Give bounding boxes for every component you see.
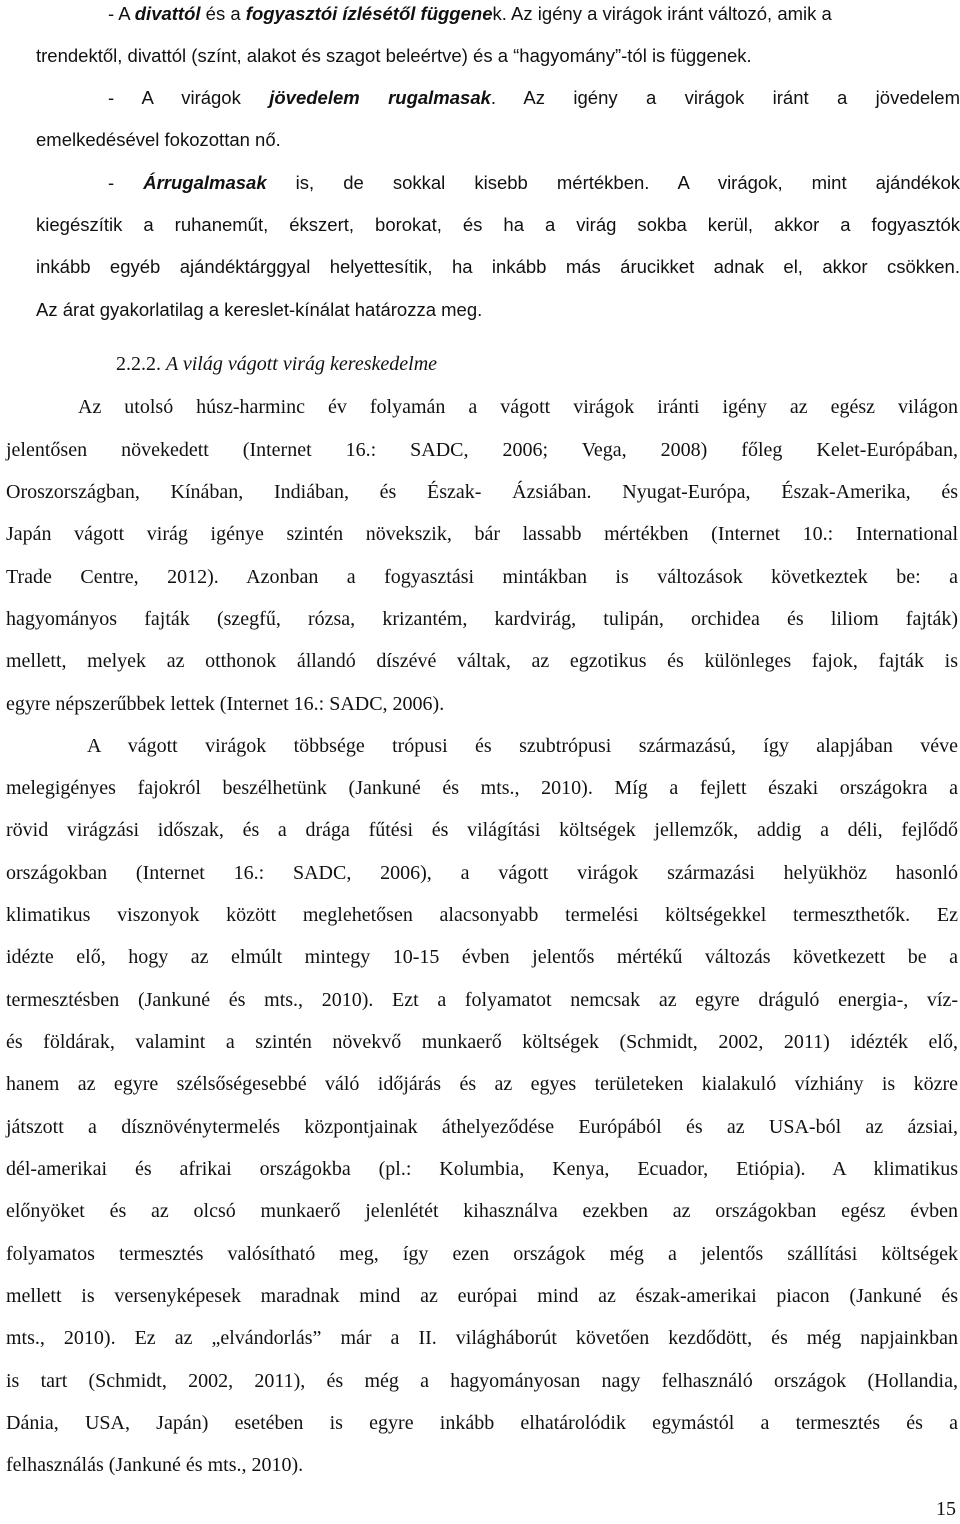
para2-line: mts., 2010). Ez az „elvándorlás” már a II. világháborút követően kezdődött, és még napjainkban — [6, 1327, 958, 1349]
section-number: 2.2.2. — [116, 353, 161, 375]
para1-line: mellett, melyek az otthonok állandó díszévé váltak, az egzotikus és különleges fajok, fajták is — [6, 650, 958, 672]
para2-line: rövid virágzási időszak, és a drága fűtési és világítási költségek jellemzők, addig a déli, fejlődő — [6, 819, 958, 841]
emphasis-text: Árrugalmasak — [143, 172, 267, 193]
para2-line: előnyöket és az olcsó munkaerő jelenlétét kihasználva ezekben az országokban egész évben — [6, 1200, 958, 1222]
para1-line: Oroszországban, Kínában, Indiában, és Észak- Ázsiában. Nyugat-Európa, Észak-Amerika, és — [6, 481, 958, 503]
para2-line: folyamatos termesztés valósítható meg, így ezen országok még a jelentős szállítási költségek — [6, 1243, 958, 1265]
para2-line: hanem az egyre szélsőségesebbé váló időjárás és az egyes területeken kialakuló vízhiány is közre — [6, 1073, 958, 1095]
section-heading — [116, 352, 437, 376]
intro-line-8: Az árat gyakorlatilag a kereslet-kínálat határozza meg. — [36, 299, 483, 320]
para2-line: termesztésben (Jankuné és mts., 2010). Ezt a folyamatot nemcsak az egyre dráguló energia-, víz- — [6, 989, 958, 1011]
intro-line-5 — [108, 171, 960, 195]
para1-line: Trade Centre, 2012). Azonban a fogyasztási mintákban is változások következtek be: a — [6, 566, 958, 588]
para2-line: klimatikus viszonyok között meglehetősen alacsonyabb termelési költségekkel termeszthetők. Ez — [6, 904, 958, 926]
para1-line: jelentősen növekedett (Internet 16.: SADC, 2006; Vega, 2008) főleg Kelet-Európában, — [6, 439, 958, 461]
para1-line: Japán vágott virág igénye szintén növekszik, bár lassabb mértékben (Internet 10.: International — [6, 523, 958, 545]
intro-line-3 — [108, 86, 960, 110]
text-run: . Az igény a virágok iránt a jövedelem — [490, 87, 960, 108]
para2-line: játszott a dísznövénytermelés központjainak áthelyeződése Európából és az USA-ból az ázsiai, — [6, 1116, 958, 1138]
section-title: A világ vágott virág kereskedelme — [166, 353, 438, 375]
text-run: k. Az igény a virágok iránt változó, amik a — [492, 3, 832, 24]
para2-line: melegigényes fajokról beszélhetünk (Jankuné és mts., 2010). Míg a fejlett északi országokra a — [6, 777, 958, 799]
emphasis-text: divattól — [134, 3, 201, 24]
para2-line: idézte elő, hogy az elmúlt mintegy 10-15 évben jelentős mértékű változás következett be a — [6, 946, 958, 968]
text-run: - A virágok — [108, 87, 270, 108]
para2-line: is tart (Schmidt, 2002, 2011), és még a hagyományosan nagy felhasználó országok (Hollandia, — [6, 1370, 958, 1392]
para1-line: egyre népszerűbbek lettek (Internet 16.: SADC, 2006). — [6, 693, 445, 715]
para2-line: felhasználás (Jankuné és mts., 2010). — [6, 1454, 304, 1476]
intro-line-4: emelkedésével fokozottan nő. — [36, 129, 281, 150]
intro-line-1 — [108, 2, 960, 26]
para1-line: hagyományos fajták (szegfű, rózsa, krizantém, kardvirág, tulipán, orchidea és liliom fajták) — [6, 608, 958, 630]
para2-line: dél-amerikai és afrikai országokba (pl.: Kolumbia, Kenya, Ecuador, Etiópia). A klimatikus — [6, 1158, 958, 1180]
text-run: - — [108, 172, 144, 193]
para2-line: Dánia, USA, Japán) esetében is egyre inkább elhatárolódik egymástól a termesztés és a — [6, 1412, 958, 1434]
intro-line-6: kiegészítik a ruhaneműt, ékszert, borokat, és ha a virág sokba kerül, akkor a fogyasztók — [36, 214, 960, 235]
emphasis-text: jövedelem rugalmasak — [269, 87, 491, 108]
text-run: - A — [108, 3, 135, 24]
intro-line-7: inkább egyéb ajándéktárggyal helyettesítik, ha inkább más árucikket adnak el, akkor csökken. — [36, 256, 960, 277]
para2-line: és földárak, valamint a szintén növekvő munkaerő költségek (Schmidt, 2002, 2011) idézték elő, — [6, 1031, 958, 1053]
para2-line: mellett is versenyképesek maradnak mind az európai mind az észak-amerikai piacon (Jankuné és — [6, 1285, 958, 1307]
intro-line-2: trendektől, divattól (színt, alakot és szagot beleértve) és a “hagyomány”-tól is függenek. — [36, 45, 752, 66]
para1-line: Az utolsó húsz-harminc év folyamán a vágott virágok iránti igény az egész világon — [78, 396, 958, 418]
text-run: is, de sokkal kisebb mértékben. A virágok, mint ajándékok — [266, 172, 960, 193]
page-number: 15 — [936, 1498, 956, 1520]
text-run: és a — [200, 3, 246, 24]
para2-line: A vágott virágok többsége trópusi és szubtrópusi származású, így alapjában véve — [87, 735, 958, 757]
para2-line: országokban (Internet 16.: SADC, 2006), a vágott virágok származási helyükhöz hasonló — [6, 862, 958, 884]
emphasis-text: fogyasztói ízlésétől függene — [245, 3, 493, 24]
